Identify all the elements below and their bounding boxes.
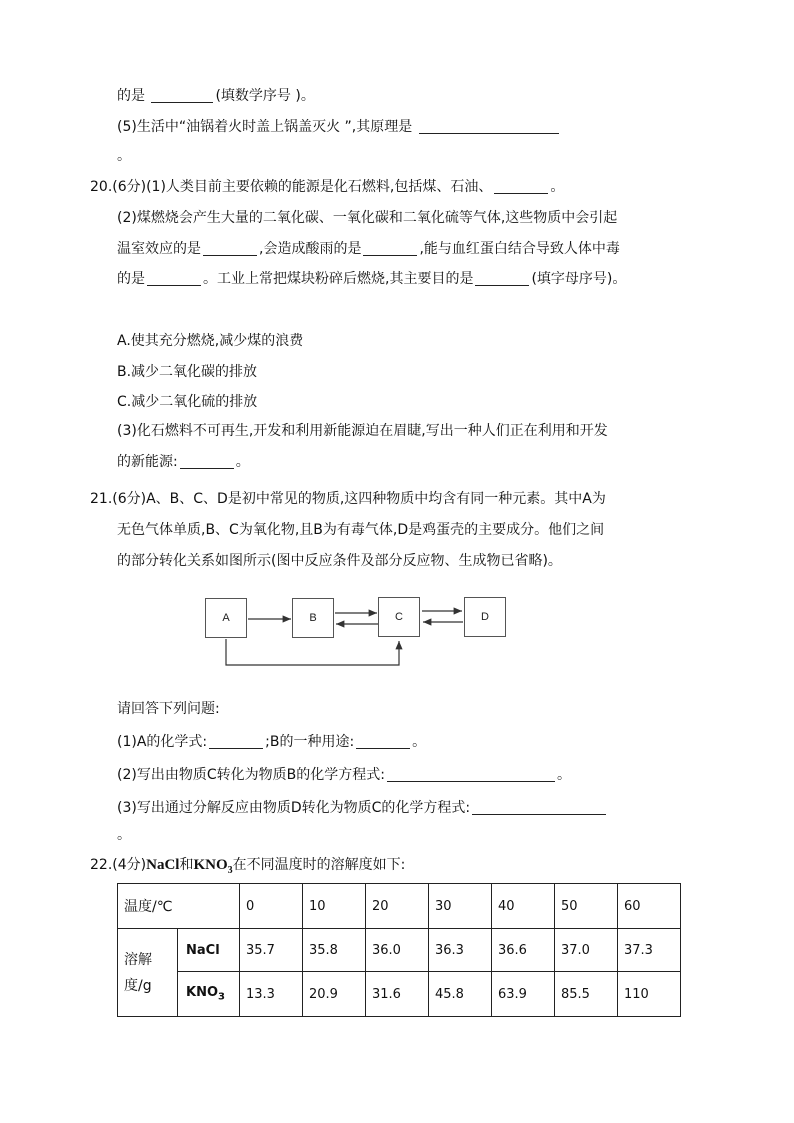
temp-cell: 60 bbox=[618, 884, 681, 929]
nacl-value: 35.7 bbox=[240, 929, 303, 972]
temp-cell: 0 bbox=[240, 884, 303, 929]
q21-line-3: 的部分转化关系如图所示(图中反应条件及部分反应物、生成物已省略)。 bbox=[117, 553, 562, 569]
q20-line-2: (2)煤燃烧会产生大量的二氧化碳、一氧化碳和二氧化硫等气体,这些物质中会引起 bbox=[117, 210, 618, 226]
answer-blank[interactable] bbox=[475, 271, 529, 286]
table-row bbox=[118, 972, 681, 1017]
question-number: 20. bbox=[90, 179, 113, 195]
node-a: A bbox=[205, 598, 247, 638]
q19-line-2: (5)生活中“油锅着火时盖上锅盖灭火 ”,其原理是 bbox=[117, 118, 561, 136]
node-c: C bbox=[378, 597, 420, 637]
kno3-value: 45.8 bbox=[429, 972, 492, 1017]
q21-line-1: 21.(6分)A、B、C、D是初中常见的物质,这四种物质中均含有同一种元素。其中A为 bbox=[90, 491, 606, 507]
answer-blank[interactable] bbox=[147, 271, 201, 286]
q20-line-9: 的新能源: 。 bbox=[117, 454, 250, 470]
answer-blank[interactable] bbox=[494, 179, 548, 194]
temp-cell: 20 bbox=[366, 884, 429, 929]
diagram-arrows bbox=[204, 593, 508, 668]
kno3-label: $KNO_3$ bbox=[178, 972, 240, 1017]
answer-blank[interactable] bbox=[387, 767, 555, 782]
nacl-value: 36.6 bbox=[492, 929, 555, 972]
q22-line-1: 22.(4分)NaCl和$KNO_3$在不同温度时的溶解度如下: bbox=[90, 857, 406, 876]
q21-sub-1: (1)A的化学式: ;B的一种用途: 。 bbox=[117, 734, 427, 750]
nacl-value: 35.8 bbox=[303, 929, 366, 972]
q20-line-4: 的是 。工业上常把煤块粉碎后燃烧,其主要目的是 (填字母序号)。 bbox=[117, 271, 627, 287]
arrow-a-to-c bbox=[226, 639, 399, 665]
kno3-value: 13.3 bbox=[240, 972, 303, 1017]
question-number: 21. bbox=[90, 491, 113, 507]
answer-blank[interactable] bbox=[180, 454, 234, 469]
nacl-label: NaCl bbox=[178, 929, 240, 972]
kno3-value: 20.9 bbox=[303, 972, 366, 1017]
temp-cell: 10 bbox=[303, 884, 366, 929]
kno3-value: 31.6 bbox=[366, 972, 429, 1017]
option-a: A.使其充分燃烧,减少煤的浪费 bbox=[117, 333, 304, 349]
q19-line-1: 的是 (填数学序号 )。 bbox=[117, 88, 315, 104]
q21-sub-2: (2)写出由物质C转化为物质B的化学方程式: 。 bbox=[117, 767, 571, 783]
kno3-value: 110 bbox=[618, 972, 681, 1017]
q21-sub-3: (3)写出通过分解反应由物质D转化为物质C的化学方程式: bbox=[117, 799, 608, 817]
temp-header: 温度/℃ bbox=[118, 884, 240, 929]
answer-blank[interactable] bbox=[472, 800, 606, 815]
temp-cell: 30 bbox=[429, 884, 492, 929]
q20-line-8: (3)化石燃料不可再生,开发和利用新能源迫在眉睫,写出一种人们正在利用和开发 bbox=[117, 423, 608, 439]
temp-cell: 40 bbox=[492, 884, 555, 929]
q21-prompt: 请回答下列问题: bbox=[117, 701, 220, 717]
nacl-value: 36.0 bbox=[366, 929, 429, 972]
q21-sub-3-end: 。 bbox=[117, 827, 131, 843]
nacl-value: 37.3 bbox=[618, 929, 681, 972]
table-row bbox=[118, 884, 681, 929]
solubility-table bbox=[117, 883, 681, 1017]
q20-line-3: 温室效应的是 ,会造成酸雨的是 ,能与血红蛋白结合导致人体中毒 bbox=[117, 241, 620, 257]
q19-line-3: 。 bbox=[117, 148, 131, 164]
temp-cell: 50 bbox=[555, 884, 618, 929]
question-number: 22. bbox=[90, 857, 113, 873]
answer-blank[interactable] bbox=[419, 119, 559, 134]
answer-blank[interactable] bbox=[363, 241, 417, 256]
node-d: D bbox=[464, 597, 506, 637]
answer-blank[interactable] bbox=[209, 734, 263, 749]
conversion-diagram bbox=[204, 593, 508, 668]
kno3-value: 85.5 bbox=[555, 972, 618, 1017]
q21-line-2: 无色气体单质,B、C为氧化物,且B为有毒气体,D是鸡蛋壳的主要成分。他们之间 bbox=[117, 522, 605, 538]
option-b: B.减少二氧化碳的排放 bbox=[117, 364, 258, 380]
solubility-header: 溶解 度/g bbox=[118, 929, 178, 1017]
nacl-value: 36.3 bbox=[429, 929, 492, 972]
q20-line-1: 20.(6分)(1)人类目前主要依赖的能源是化石燃料,包括煤、石油、 。 bbox=[90, 179, 565, 195]
answer-blank[interactable] bbox=[203, 241, 257, 256]
table-row bbox=[118, 929, 681, 972]
nacl-value: 37.0 bbox=[555, 929, 618, 972]
option-c: C.减少二氧化硫的排放 bbox=[117, 394, 258, 410]
answer-blank[interactable] bbox=[151, 88, 213, 103]
answer-blank[interactable] bbox=[356, 734, 410, 749]
kno3-value: 63.9 bbox=[492, 972, 555, 1017]
node-b: B bbox=[292, 598, 334, 638]
